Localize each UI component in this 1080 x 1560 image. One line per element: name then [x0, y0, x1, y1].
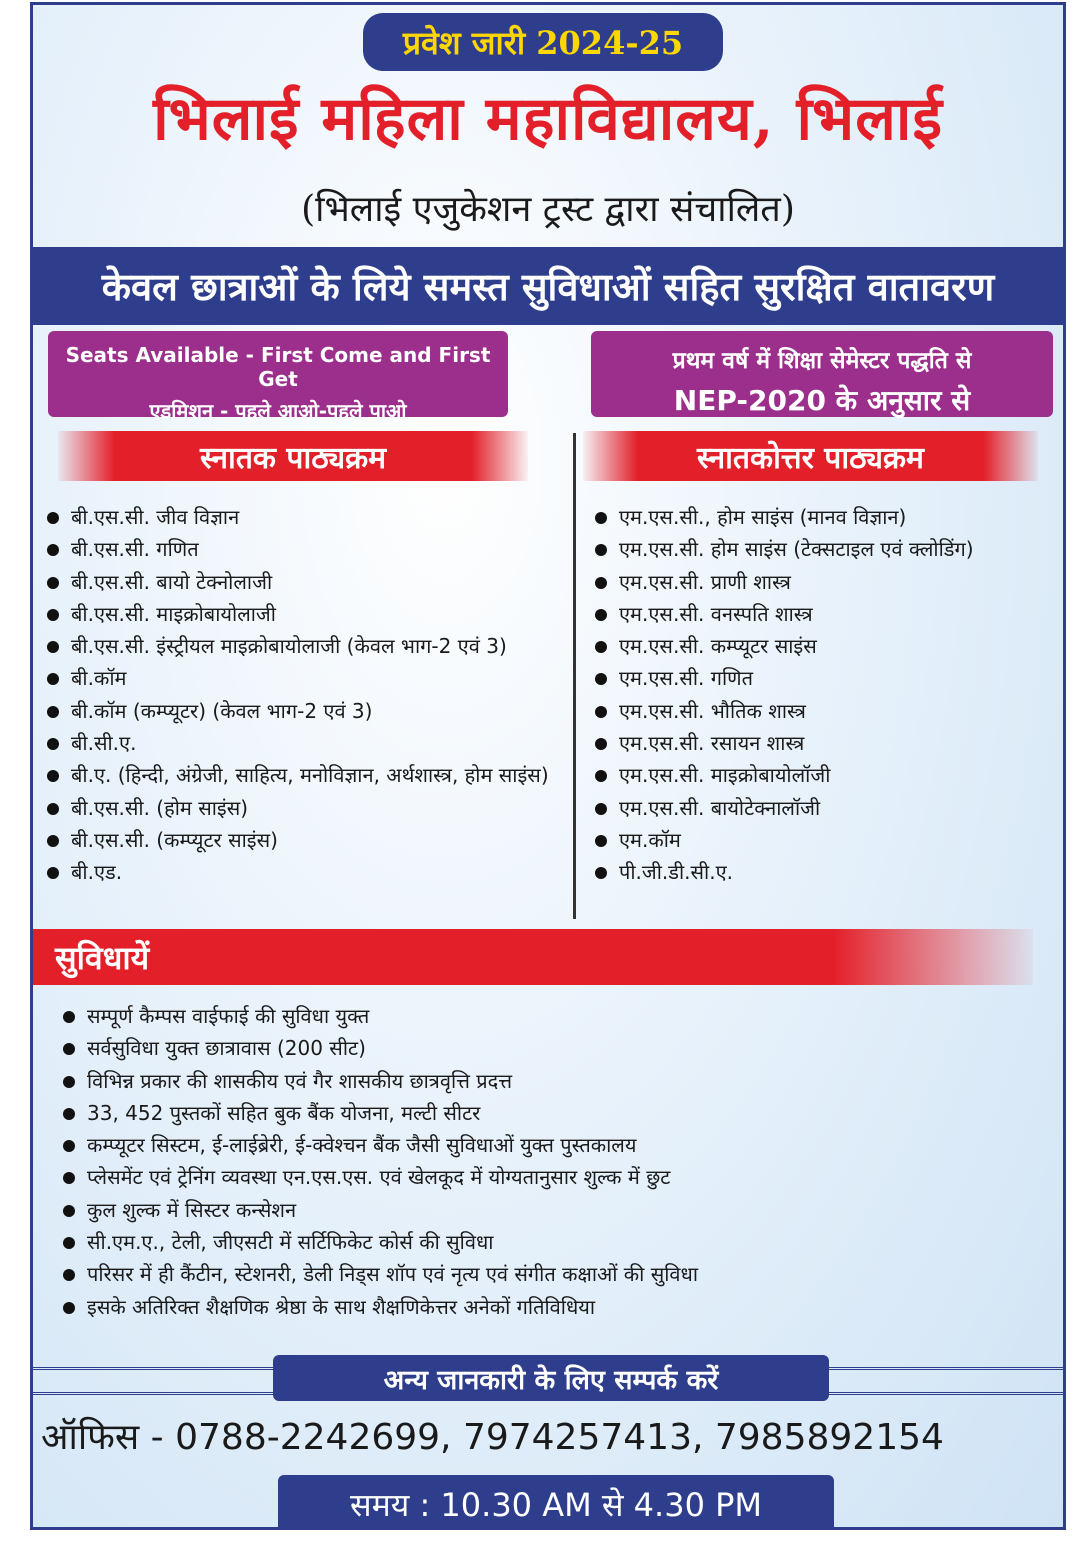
admission-badge: प्रवेश जारी 2024-25 — [363, 13, 723, 71]
bullet-icon — [47, 512, 59, 524]
office-phone-numbers: ऑफिस - 0788-2242699, 7974257413, 7985892154 — [41, 1417, 944, 1458]
seats-info-line2: एडमिशन - पहले आओ-पहले पाओ — [149, 399, 407, 423]
bullet-icon — [47, 867, 59, 879]
bullet-icon — [63, 1043, 75, 1055]
list-item: बी.कॉम (कम्प्यूटर) (केवल भाग-2 एवं 3) — [45, 695, 573, 727]
list-item: प्लेसमेंट एवं ट्रेनिंग व्यवस्था एन.एस.एस. एवं खेलकूद में योग्यतानुसार शुल्क में छुट — [61, 1161, 1051, 1193]
list-item: बी.ए. (हिन्दी, अंग्रेजी, साहित्य, मनोविज्ञान, अर्थशास्त्र, होम साइंस) — [45, 759, 573, 791]
list-item: एम.एस.सी. रसायन शास्त्र — [593, 727, 1063, 759]
safety-banner: केवल छात्राओं के लिये समस्त सुविधाओं सहित सुरक्षित वातावरण — [33, 247, 1063, 325]
bullet-icon — [595, 673, 607, 685]
office-timings: समय : 10.30 AM से 4.30 PM — [278, 1475, 834, 1530]
college-subtitle: (भिलाई एजुकेशन ट्रस्ट द्वारा संचालित) — [301, 189, 795, 230]
contact-heading: अन्य जानकारी के लिए सम्पर्क करें — [273, 1355, 829, 1401]
bullet-icon — [63, 1108, 75, 1120]
list-item: इसके अतिरिक्त शैक्षणिक श्रेष्ठा के साथ शैक्षणिकेत्तर अनेकों गतिविधिया — [61, 1291, 1051, 1323]
bullet-icon — [595, 706, 607, 718]
seats-info-line1: Seats Available - First Come and First Get — [65, 343, 491, 391]
list-item: बी.एस.सी. (कम्प्यूटर साइंस) — [45, 824, 573, 856]
pg-heading: स्नातकोत्तर पाठ्यक्रम — [583, 431, 1038, 481]
bullet-icon — [595, 803, 607, 815]
facilities-heading: सुविधायें — [33, 929, 1033, 985]
column-divider — [573, 433, 576, 919]
list-item: पी.जी.डी.सी.ए. — [593, 856, 1063, 888]
bullet-icon — [595, 609, 607, 621]
college-title: भिलाई महिला महाविद्यालय, भिलाई — [153, 84, 943, 154]
list-item: कुल शुल्क में सिस्टर कन्सेशन — [61, 1194, 1051, 1226]
list-item: बी.एस.सी. बायो टेक्नोलाजी — [45, 566, 573, 598]
bullet-icon — [47, 641, 59, 653]
list-item: कम्प्यूटर सिस्टम, ई-लाईब्रेरी, ई-क्वेश्चन बैंक जैसी सुविधाओं युक्त पुस्तकालय — [61, 1129, 1051, 1161]
bullet-icon — [47, 706, 59, 718]
bullet-icon — [595, 770, 607, 782]
seats-info-box — [48, 331, 508, 423]
list-item: बी.एड. — [45, 856, 573, 888]
list-item: बी.एस.सी. इंस्ट्रीयल माइक्रोबायोलाजी (केवल भाग-2 एवं 3) — [45, 630, 573, 662]
list-item: एम.कॉम — [593, 824, 1063, 856]
bullet-icon — [63, 1140, 75, 1152]
bullet-icon — [63, 1237, 75, 1249]
list-item: सम्पूर्ण कैम्पस वाईफाई की सुविधा युक्त — [61, 1000, 1051, 1032]
bullet-icon — [595, 867, 607, 879]
pg-course-list — [593, 501, 1063, 889]
list-item: बी.सी.ए. — [45, 727, 573, 759]
list-item: एम.एस.सी. वनस्पति शास्त्र — [593, 598, 1063, 630]
bullet-icon — [47, 609, 59, 621]
ug-course-list — [45, 501, 573, 889]
list-item: 33, 452 पुस्तकों सहित बुक बैंक योजना, मल्टी सीटर — [61, 1097, 1051, 1129]
list-item: एम.एस.सी. प्राणी शास्त्र — [593, 566, 1063, 598]
list-item: बी.कॉम — [45, 662, 573, 694]
contact-heading-bar — [33, 1355, 1063, 1401]
bullet-icon — [63, 1302, 75, 1314]
list-item: बी.एस.सी. (होम साइंस) — [45, 792, 573, 824]
bullet-icon — [63, 1205, 75, 1217]
bullet-icon — [595, 512, 607, 524]
list-item: बी.एस.सी. गणित — [45, 533, 573, 565]
list-item: परिसर में ही कैंटीन, स्टेशनरी, डेली निड्स शॉप एवं नृत्य एवं संगीत कक्षाओं की सुविधा — [61, 1258, 1051, 1290]
bullet-icon — [595, 544, 607, 556]
list-item: एम.एस.सी. बायोटेक्नालॉजी — [593, 792, 1063, 824]
list-item: विभिन्न प्रकार की शासकीय एवं गैर शासकीय छात्रवृत्ति प्रदत्त — [61, 1065, 1051, 1097]
bullet-icon — [595, 738, 607, 750]
ug-heading: स्नातक पाठ्यक्रम — [58, 431, 528, 481]
list-item: एम.एस.सी. भौतिक शास्त्र — [593, 695, 1063, 727]
bullet-icon — [595, 835, 607, 847]
list-item: एम.एस.सी. गणित — [593, 662, 1063, 694]
bullet-icon — [47, 835, 59, 847]
bullet-icon — [47, 803, 59, 815]
list-item: एम.एस.सी., होम साइंस (मानव विज्ञान) — [593, 501, 1063, 533]
bullet-icon — [47, 738, 59, 750]
bullet-icon — [47, 577, 59, 589]
bullet-icon — [595, 577, 607, 589]
bullet-icon — [63, 1269, 75, 1281]
facilities-list — [61, 1000, 1051, 1323]
list-item: सी.एम.ए., टेली, जीएसटी में सर्टिफिकेट कोर्स की सुविधा — [61, 1226, 1051, 1258]
nep-info-line2: NEP-2020 के अनुसार से — [673, 384, 971, 417]
bullet-icon — [47, 544, 59, 556]
bullet-icon — [63, 1011, 75, 1023]
list-item: एम.एस.सी. माइक्रोबायोलॉजी — [593, 759, 1063, 791]
nep-info-line1: प्रथम वर्ष में शिक्षा सेमेस्टर पद्धति से — [672, 348, 972, 374]
list-item: बी.एस.सी. माइक्रोबायोलाजी — [45, 598, 573, 630]
bullet-icon — [63, 1172, 75, 1184]
bullet-icon — [63, 1076, 75, 1088]
list-item: बी.एस.सी. जीव विज्ञान — [45, 501, 573, 533]
list-item: एम.एस.सी. कम्प्यूटर साइंस — [593, 630, 1063, 662]
admission-poster — [30, 2, 1066, 1530]
list-item: एम.एस.सी. होम साइंस (टेक्सटाइल एवं क्लोडिंग) — [593, 533, 1063, 565]
bullet-icon — [47, 673, 59, 685]
bullet-icon — [595, 641, 607, 653]
nep-info-box — [591, 331, 1053, 417]
bullet-icon — [47, 770, 59, 782]
list-item: सर्वसुविधा युक्त छात्रावास (200 सीट) — [61, 1032, 1051, 1064]
